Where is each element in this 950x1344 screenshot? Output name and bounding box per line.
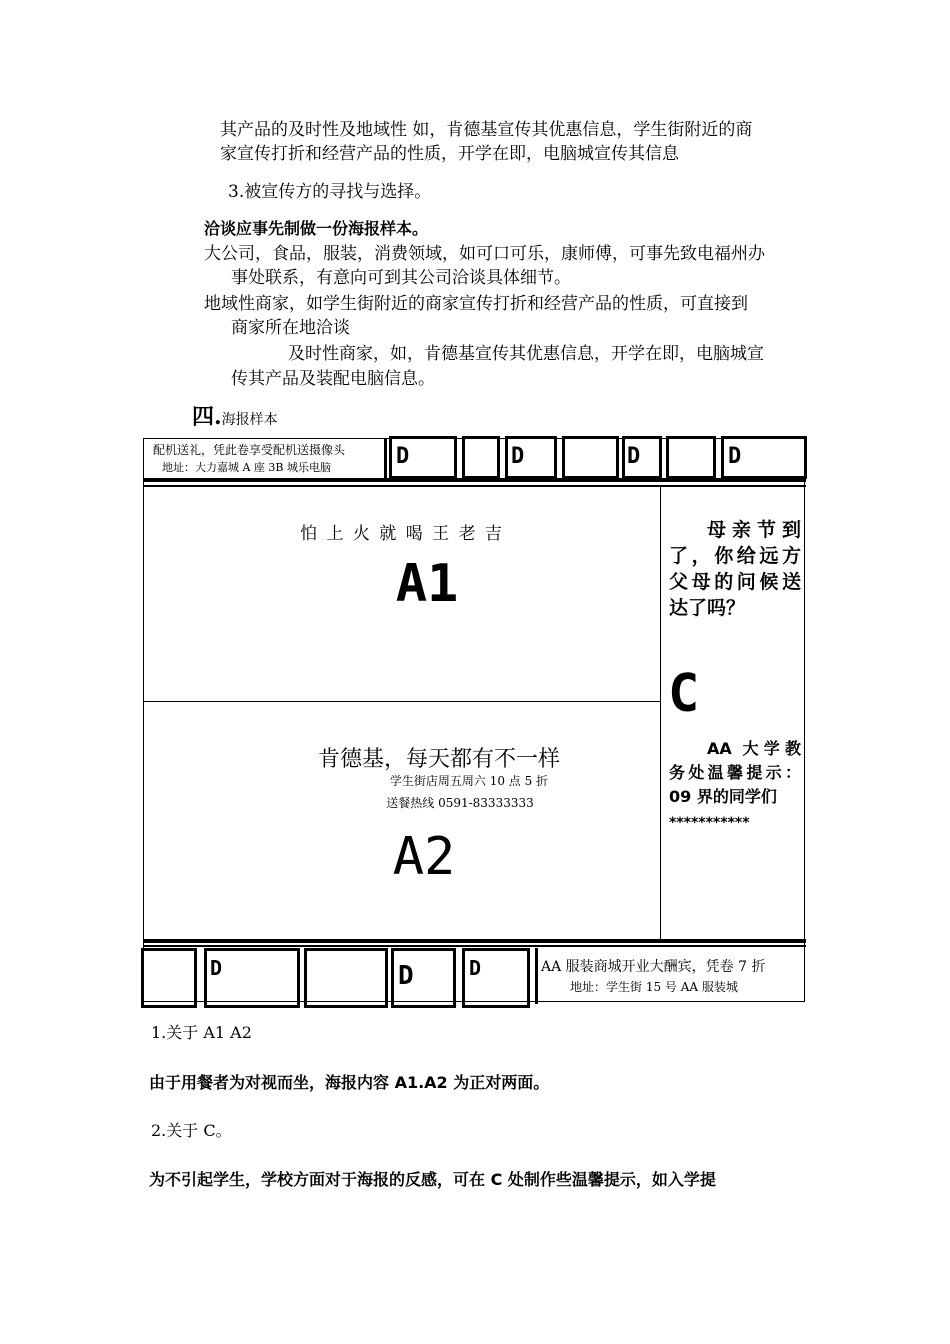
c-label: C	[668, 664, 700, 724]
divider	[535, 948, 538, 1004]
d-label: D	[728, 444, 742, 469]
separator	[144, 939, 806, 943]
d-label: D	[396, 444, 410, 469]
ad-slot-d	[304, 948, 388, 1008]
negotiate-p3-line1: 及时性商家，如，肯德基宣传其优惠信息，开学在即，电脑城宣	[288, 344, 764, 364]
ad-slot-d	[462, 436, 500, 479]
a2-slogan: 肯德基，每天都有不一样	[317, 747, 560, 772]
negotiate-p2-line2: 商家所在地洽谈	[231, 318, 350, 338]
separator	[144, 485, 806, 487]
section4-title: 海报样本	[221, 412, 278, 428]
a2-sub1: 学生街店周五周六 10 点 5 折	[389, 774, 549, 788]
bottom-ad-line1: AA 服装商城开业大酬宾，凭卷 7 折	[541, 959, 766, 975]
divider	[144, 701, 660, 702]
divider	[384, 439, 387, 481]
note2-text: 为不引起学生，学校方面对于海报的反感，可在 C 处制作些温馨提示，如入学提	[149, 1170, 716, 1189]
separator	[144, 478, 806, 482]
negotiate-p1-line1: 大公司，食品，服装，消费领域，如可口可乐，康师傅，可事先致电福州办	[204, 244, 765, 264]
c-stars: ***********	[669, 815, 750, 831]
d-label: D	[210, 956, 223, 980]
note2-heading: 2.关于 C。	[151, 1121, 232, 1140]
ad-slot-d	[562, 436, 619, 479]
negotiate-p2-line1: 地域性商家，如学生街附近的商家宣传打折和经营产品的性质，可直接到	[204, 294, 748, 314]
negotiate-heading: 洽谈应事先制做一份海报样本。	[204, 219, 429, 238]
top-ad-line1: 配机送礼，凭此卷享受配机送摄像头	[153, 443, 346, 457]
c-text1: 母亲节到了，你给远方父母的问候送达了吗？	[669, 519, 801, 619]
section4-num: 四.	[192, 404, 222, 430]
poster-sample	[143, 438, 805, 1002]
section4-heading	[192, 400, 278, 431]
a1-label: A1	[395, 554, 459, 614]
separator	[144, 945, 806, 947]
ad-slot-d	[141, 948, 197, 1008]
a1-slogan: 怕 上 火 就 喝 王 老 吉	[300, 524, 504, 544]
d-label: D	[627, 444, 641, 469]
ad-slot-d	[666, 436, 716, 479]
a2-label: A2	[392, 827, 456, 887]
d-label: D	[469, 956, 482, 980]
para1-line1: 其产品的及时性及地域性 如，肯德基宣传其优惠信息，学生街附近的商	[220, 120, 753, 140]
a2-sub2: 送餐热线 0591-83333333	[386, 796, 534, 810]
c-text2: AA 大学教务处温馨提示：09 界的同学们	[669, 739, 801, 806]
top-ad-line2: 地址：大力嘉城 A 座 3B 城乐电脑	[162, 461, 332, 474]
item3: 3.被宣传方的寻找与选择。	[228, 182, 432, 202]
note1-text: 由于用餐者为对视而坐，海报内容 A1.A2 为正对两面。	[149, 1073, 550, 1092]
d-label: D	[398, 961, 414, 991]
d-label: D	[511, 444, 525, 469]
note1-heading: 1.关于 A1 A2	[151, 1023, 252, 1042]
negotiate-p3-line2: 传其产品及装配电脑信息。	[231, 369, 435, 389]
bottom-ad-line2: 地址：学生街 15 号 AA 服装城	[570, 980, 738, 994]
negotiate-p1-line2: 事处联系，有意向可到其公司洽谈具体细节。	[231, 268, 571, 288]
para1-line2: 家宣传打折和经营产品的性质，开学在即，电脑城宣传其信息	[220, 144, 679, 164]
